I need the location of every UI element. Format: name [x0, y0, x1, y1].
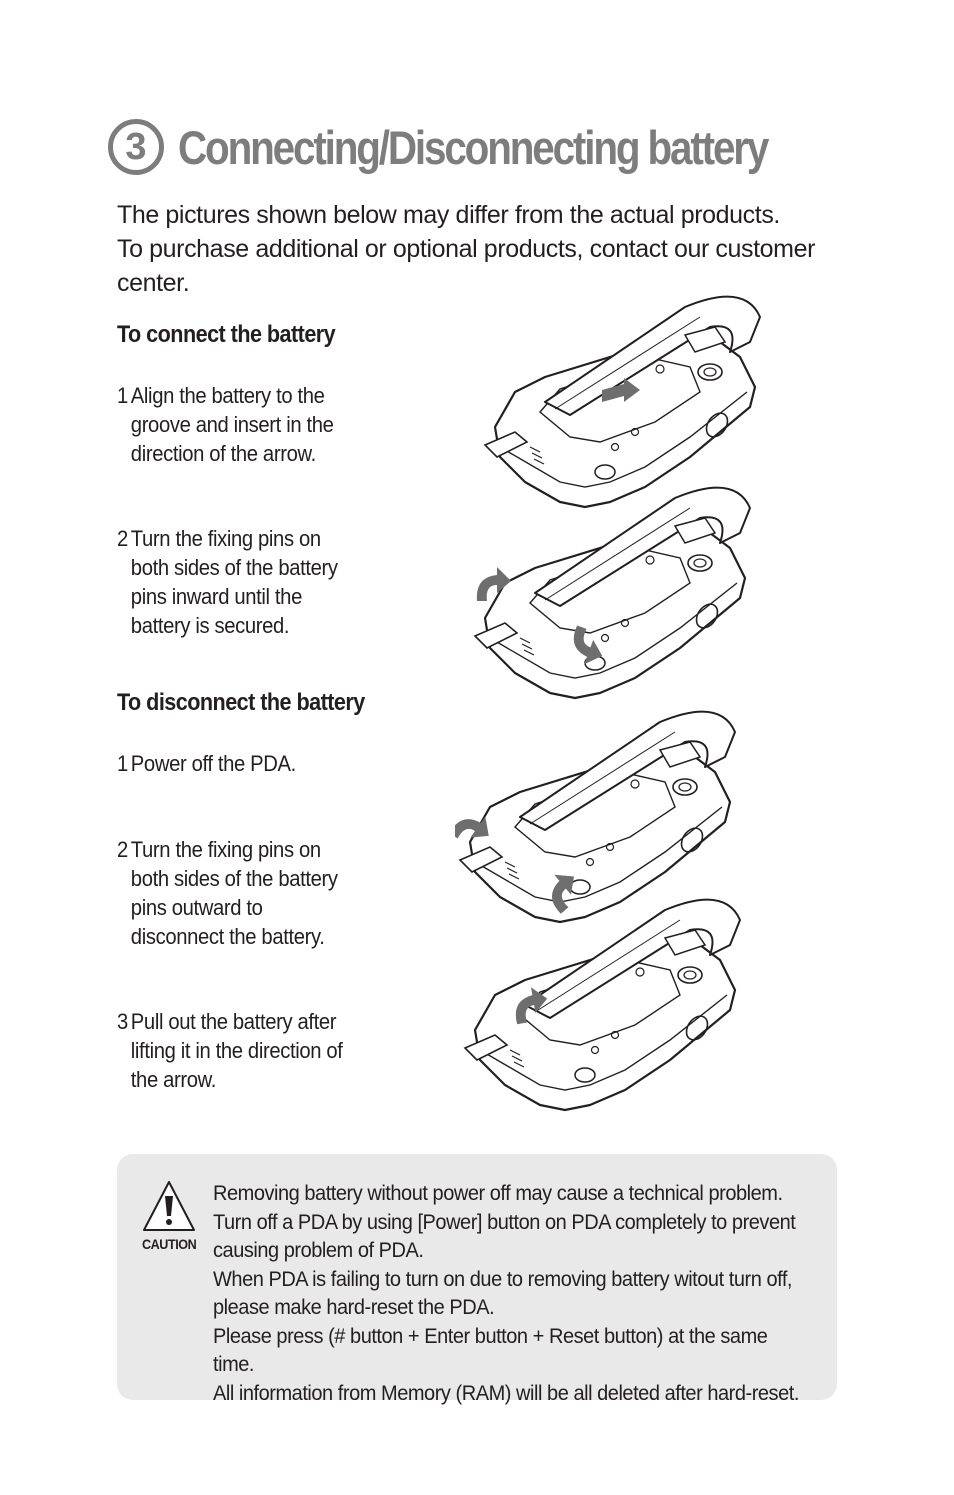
disconnect-step-3-illustration: [460, 885, 750, 1120]
step-number: 1: [117, 751, 128, 776]
page-title: Connecting/Disconnecting battery: [178, 120, 768, 174]
step-number: 2: [117, 526, 128, 551]
intro-line-2: To purchase additional or optional products, contact our customer center.: [117, 235, 816, 297]
caution-line-2: Turn off a PDA by using [Power] button on PDA completely to prevent causing problem of PDA.: [213, 1209, 796, 1262]
intro-line-1: The pictures shown below may differ from the actual products.: [117, 201, 780, 229]
disconnect-heading: To disconnect the battery: [117, 689, 365, 716]
caution-line-4: Please press (# button + Enter button + Reset button) at the same time.: [213, 1323, 768, 1376]
step-text: Turn the fixing pins on both sides of the battery pins inward until the battery is secured.: [130, 526, 338, 638]
step-text: Pull out the battery after lifting it in the direction of the arrow.: [130, 1009, 343, 1092]
connect-step-1: [117, 381, 356, 468]
connect-step-2: [117, 524, 356, 640]
caution-line-1: Removing battery without power off may cause a technical problem.: [213, 1181, 783, 1205]
step-number: 2: [117, 837, 128, 862]
step-number: 1: [117, 383, 128, 408]
step-text: Align the battery to the groove and insert in the direction of the arrow.: [130, 383, 334, 466]
disconnect-step-3: [117, 1007, 356, 1094]
disconnect-step-2: [117, 835, 356, 951]
caution-line-5: All information from Memory (RAM) will be all deleted after hard-reset.: [213, 1380, 799, 1405]
section-number-badge: 3: [108, 119, 164, 175]
step-text: Power off the PDA.: [130, 751, 296, 776]
caution-label: CAUTION: [142, 1236, 197, 1252]
caution-line-3: When PDA is failing to turn on due to removing battery witout turn off, please make hard-reset the PDA.: [213, 1266, 793, 1319]
step-number: 3: [117, 1009, 128, 1034]
step-text: Turn the fixing pins on both sides of the battery pins outward to disconnect the battery.: [130, 837, 338, 949]
disconnect-step-1: [117, 749, 356, 778]
caution-text: [213, 1179, 808, 1407]
section-title: [108, 114, 863, 180]
connect-heading: To connect the battery: [117, 321, 336, 348]
connect-step-2-illustration: [470, 473, 760, 708]
